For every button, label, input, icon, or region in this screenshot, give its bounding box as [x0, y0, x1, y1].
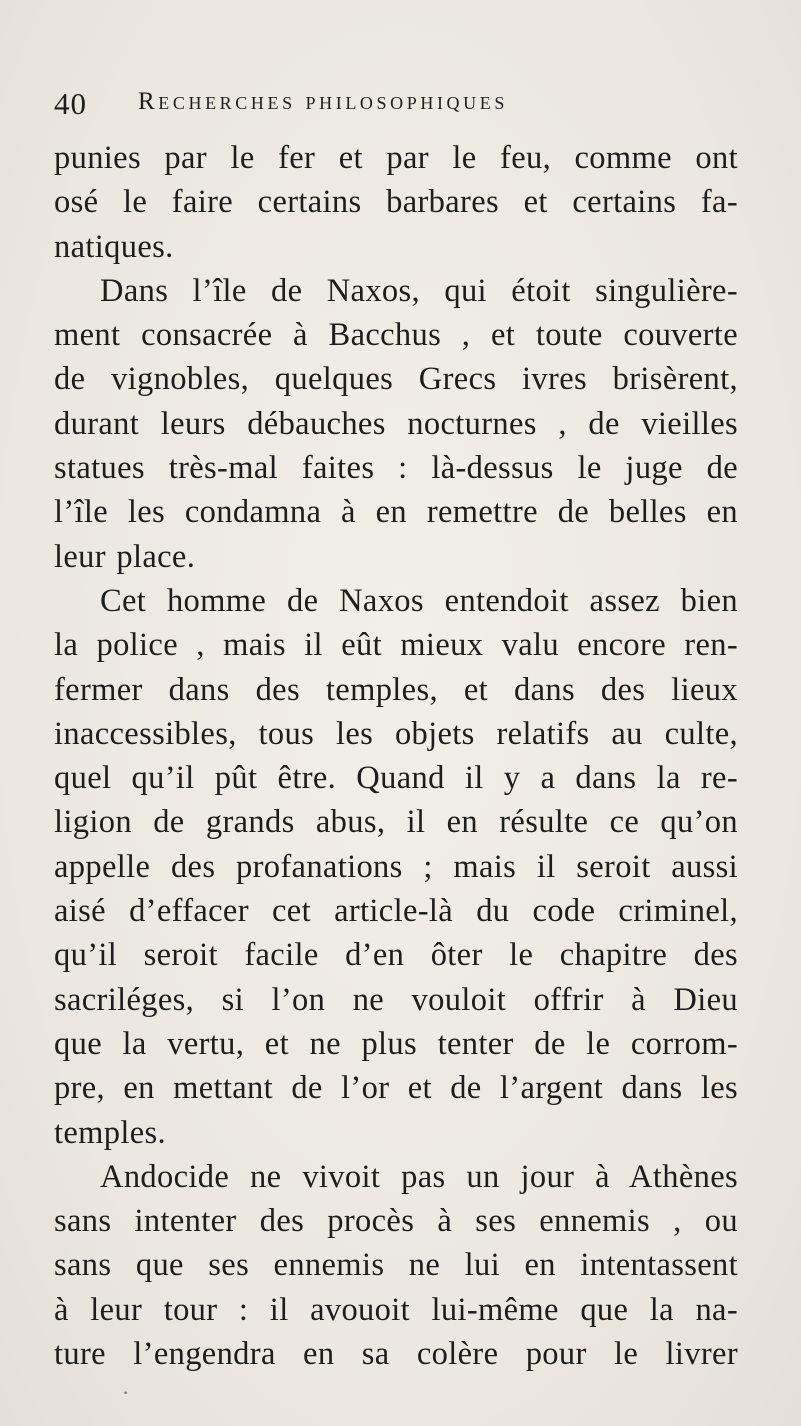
text-line: Cet homme de Naxos entendoit assez bien — [100, 582, 738, 619]
running-head: Recherches philosophiques — [138, 88, 508, 115]
text-line: punies par le fer et par le feu, comme ont — [54, 140, 738, 176]
text-line: pre, en mettant de l’or et de l’argent dans les — [54, 1070, 738, 1107]
text-line: sans intenter des procès à ses ennemis , ou — [54, 1203, 738, 1240]
text-line: à leur tour : il avouoit lui-même que la na- — [54, 1291, 738, 1328]
ink-speck: · — [122, 1380, 130, 1405]
page-number: 40 — [54, 86, 87, 121]
text-line: ture l’engendra en sa colère pour le livrer — [54, 1336, 738, 1373]
text-line: appelle des profanations ; mais il seroit aussi — [54, 848, 738, 885]
text-line: sacriléges, si l’on ne vouloit offrir à Dieu — [54, 981, 738, 1018]
text-line: sans que ses ennemis ne lui en intentassent — [54, 1247, 738, 1284]
text-line: l’île les condamna à en remettre de belles en — [54, 494, 738, 531]
body-text — [54, 136, 738, 1376]
text-line: temples. — [54, 1114, 167, 1151]
text-line: de vignobles, quelques Grecs ivres brisèrent, — [54, 361, 738, 398]
text-line: fermer dans des temples, et dans des lieux — [54, 671, 738, 708]
text-line: durant leurs débauches nocturnes , de vieilles — [54, 405, 738, 442]
text-line: aisé d’effacer cet article-là du code criminel, — [54, 893, 738, 930]
text-line: leur place. — [54, 538, 196, 575]
text-line: la police , mais il eût mieux valu encore ren- — [54, 627, 738, 664]
text-line: quel qu’il pût être. Quand il y a dans la re- — [54, 760, 738, 797]
text-line: que la vertu, et ne plus tenter de le corrom- — [54, 1025, 738, 1062]
text-line: statues très-mal faites : là-dessus le juge de — [54, 450, 738, 487]
text-line: natiques. — [54, 228, 174, 265]
text-line: inaccessibles, tous les objets relatifs au culte, — [54, 715, 738, 752]
text-line: osé le faire certains barbares et certains fa- — [54, 184, 738, 221]
text-line: Andocide ne vivoit pas un jour à Athènes — [100, 1158, 738, 1195]
text-line: qu’il seroit facile d’en ôter le chapitre des — [54, 937, 738, 974]
text-line: ligion de grands abus, il en résulte ce qu’on — [54, 804, 738, 841]
page-header — [54, 84, 754, 124]
text-line: ment consacrée à Bacchus , et toute couverte — [54, 317, 738, 354]
text-line: Dans l’île de Naxos, qui étoit singulière- — [100, 272, 738, 309]
